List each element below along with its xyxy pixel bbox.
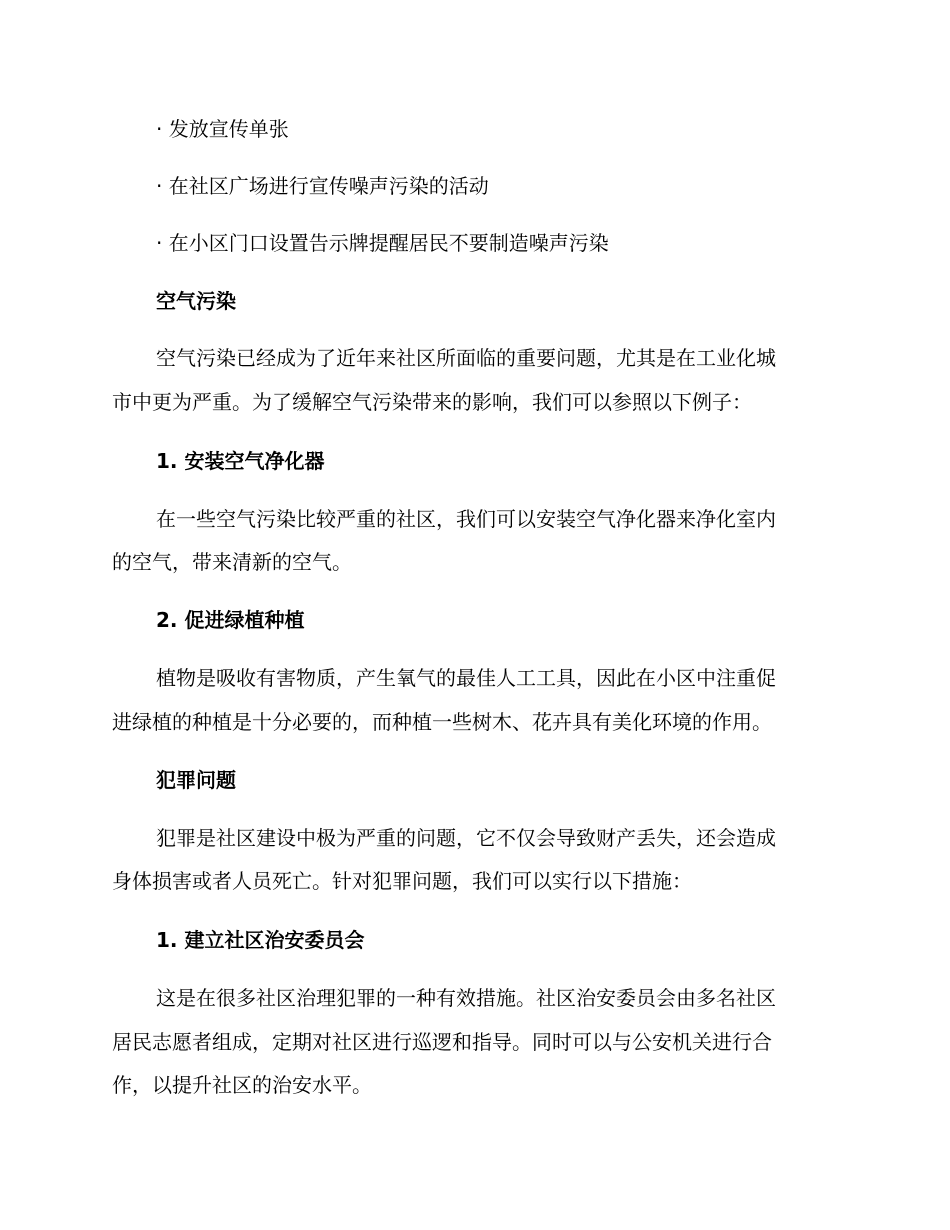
- paragraph-line: 居民志愿者组成，定期对社区进行巡逻和指导。同时可以与公安机关进行合: [112, 1030, 772, 1054]
- subheading-security-committee: 1. 建立社区治安委员会: [156, 928, 365, 952]
- section-heading-air: 空气污染: [156, 289, 236, 313]
- section-heading-crime: 犯罪问题: [156, 768, 236, 792]
- paragraph-line: 市中更为严重。为了缓解空气污染带来的影响，我们可以参照以下例子：: [112, 390, 752, 414]
- paragraph-line: 进绿植的种植是十分必要的，而种植一些树木、花卉具有美化环境的作用。: [112, 710, 772, 734]
- paragraph-line: 在一些空气污染比较严重的社区，我们可以安装空气净化器来净化室内: [156, 507, 776, 531]
- paragraph-line: 空气污染已经成为了近年来社区所面临的重要问题，尤其是在工业化城: [156, 346, 776, 370]
- bullet-item: · 在社区广场进行宣传噪声污染的活动: [156, 174, 489, 198]
- paragraph-line: 这是在很多社区治理犯罪的一种有效措施。社区治安委员会由多名社区: [156, 986, 776, 1010]
- paragraph-line: 植物是吸收有害物质，产生氧气的最佳人工工具，因此在小区中注重促: [156, 666, 776, 690]
- paragraph-line: 身体损害或者人员死亡。针对犯罪问题，我们可以实行以下措施：: [112, 869, 692, 893]
- paragraph-line: 作，以提升社区的治安水平。: [112, 1073, 372, 1097]
- paragraph-line: 犯罪是社区建设中极为严重的问题，它不仅会导致财产丢失，还会造成: [156, 826, 776, 850]
- bullet-item: · 在小区门口设置告示牌提醒居民不要制造噪声污染: [156, 231, 609, 255]
- paragraph-line: 的空气，带来清新的空气。: [112, 550, 352, 574]
- subheading-air-purifier: 1. 安装空气净化器: [156, 449, 325, 473]
- bullet-item: · 发放宣传单张: [156, 117, 289, 141]
- subheading-greenery: 2. 促进绿植种植: [156, 608, 305, 632]
